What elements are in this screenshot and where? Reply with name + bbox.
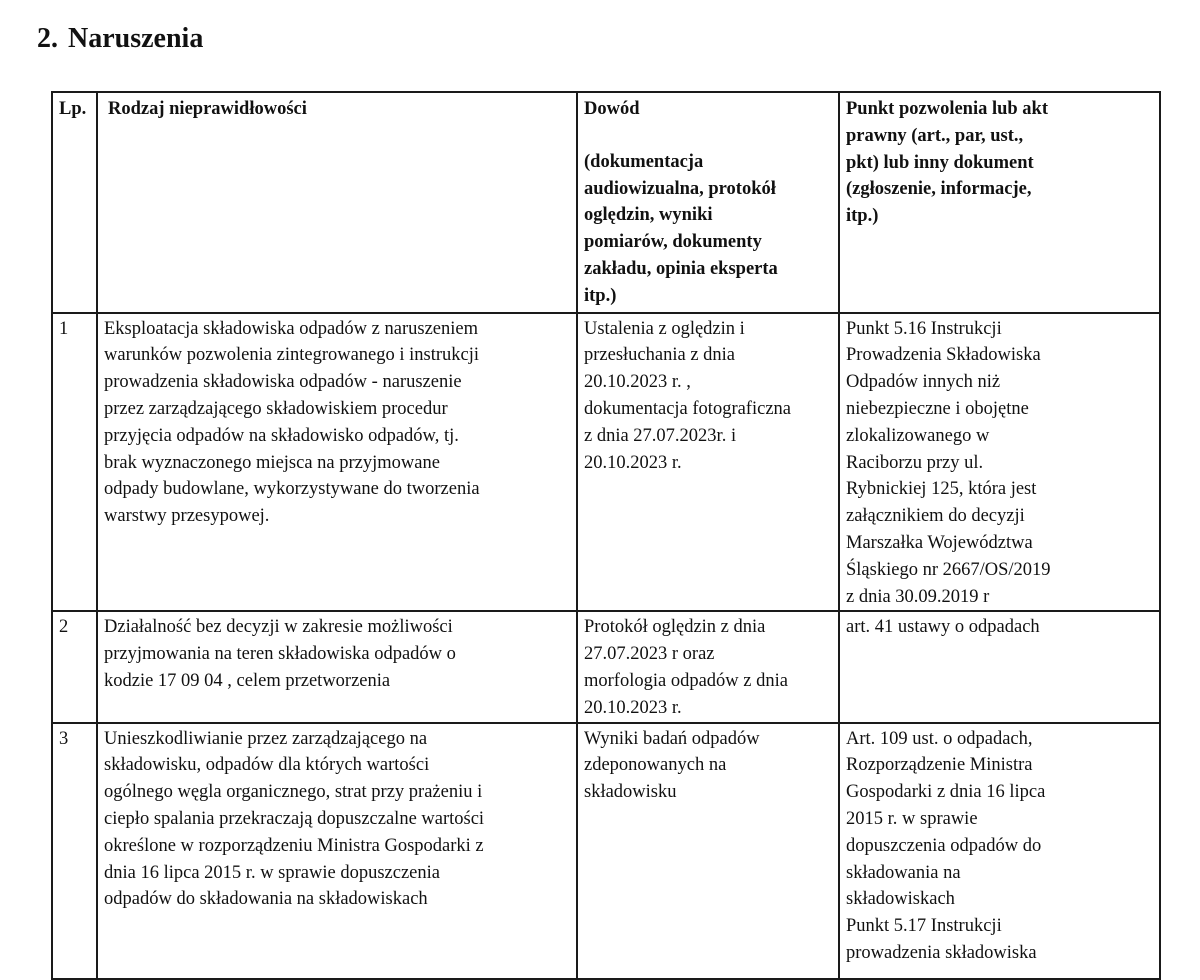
cell-type: Unieszkodliwianie przez zarządzającego na składowisku, odpadów dla których wartości ogólnego węgla organicznego, strat przy prażeniu i ciepło spalania przekraczają dopuszczalne wartości określone w rozporządzeniu Ministra Gospodarki z dnia 16 lipca 2015 r. w sprawie dopuszczenia odpadów do składowania na składowiskach (97, 723, 577, 979)
cell-lp: 2 (52, 611, 97, 722)
table-header-row (52, 92, 1160, 313)
cell-proof: Wyniki badań odpadów zdeponowanych na składowisku (577, 723, 839, 979)
header-basis: Punkt pozwolenia lub akt prawny (art., par, ust., pkt) lub inny dokument (zgłoszenie, informacje, itp.) (839, 92, 1160, 313)
header-lp: Lp. (52, 92, 97, 313)
section-title: Naruszenia (68, 23, 204, 54)
header-proof-title: Dowód (584, 99, 640, 119)
cell-type: Eksploatacja składowiska odpadów z naruszeniem warunków pozwolenia zintegrowanego i instrukcji prowadzenia składowiska odpadów - naruszenie przez zarządzającego składowiskiem procedur przyjęcia odpadów na składowisko odpadów, tj. brak wyznaczonego miejsca na przyjmowane odpady budowlane, wykorzystywane do tworzenia warstwy przesypowej. (97, 313, 577, 612)
cell-basis: art. 41 ustawy o odpadach (839, 611, 1160, 722)
violations-table (51, 91, 1161, 980)
cell-basis: Punkt 5.16 Instrukcji Prowadzenia Składowiska Odpadów innych niż niebezpieczne i obojętne zlokalizowanego w Raciborzu przy ul. Rybnickiej 125, która jest załącznikiem do decyzji Marszałka Województwa Śląskiego nr 2667/OS/2019 z dnia 30.09.2019 r (839, 313, 1160, 612)
cell-proof: Protokół oględzin z dnia 27.07.2023 r oraz morfologia odpadów z dnia 20.10.2023 r. (577, 611, 839, 722)
table-row (52, 723, 1160, 979)
cell-proof: Ustalenia z oględzin i przesłuchania z dnia 20.10.2023 r. , dokumentacja fotograficzna z dnia 27.07.2023r. i 20.10.2023 r. (577, 313, 839, 612)
table-row (52, 313, 1160, 612)
cell-lp: 1 (52, 313, 97, 612)
cell-lp: 3 (52, 723, 97, 979)
header-type: Rodzaj nieprawidłowości (97, 92, 577, 313)
section-number: 2. (37, 23, 58, 54)
section-heading (37, 22, 203, 56)
header-proof: Dowód (dokumentacja audiowizualna, protokół oględzin, wyniki pomiarów, dokumenty zakładu, opinia eksperta itp.) (577, 92, 839, 313)
cell-basis: Art. 109 ust. o odpadach, Rozporządzenie Ministra Gospodarki z dnia 16 lipca 2015 r. w sprawie dopuszczenia odpadów do składowania na składowiskach Punkt 5.17 Instrukcji prowadzenia składowiska (839, 723, 1160, 979)
table-row (52, 611, 1160, 722)
cell-type: Działalność bez decyzji w zakresie możliwości przyjmowania na teren składowiska odpadów o kodzie 17 09 04 , celem przetworzenia (97, 611, 577, 722)
